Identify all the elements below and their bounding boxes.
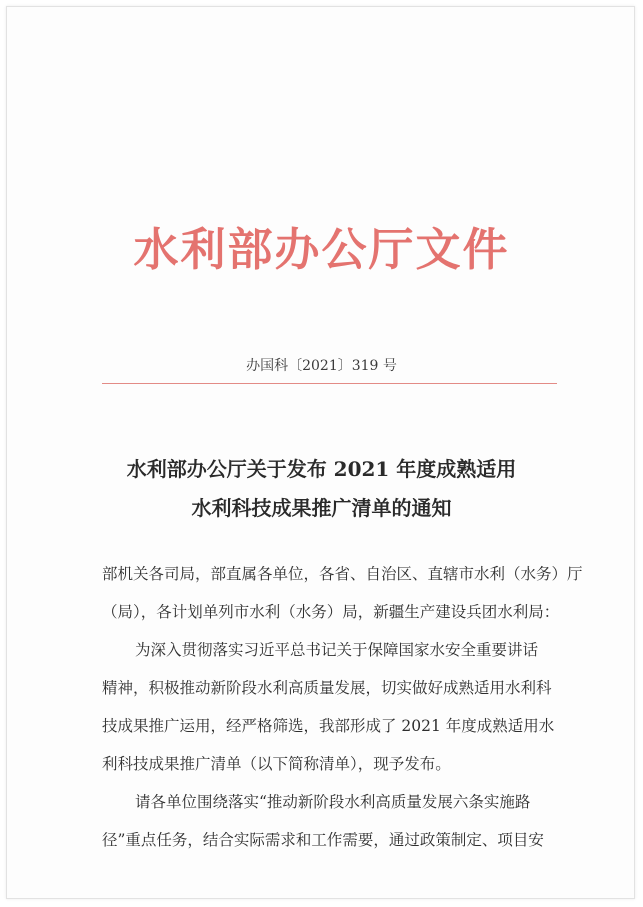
body-line-paragraph-2: 径”重点任务，结合实际需求和工作需要，通过政策制定、项目安 <box>102 831 544 849</box>
document-page <box>6 6 635 899</box>
notice-title-line-1: 水利部办公厅关于发布 2021 年度成熟适用 <box>126 457 517 481</box>
body-line-addressee-2: （局），各计划单列市水利（水务）局，新疆生产建设兵团水利局： <box>102 603 560 621</box>
body-line-paragraph-1: 技成果推广运用，经严格筛选，我部形成了 2021 年度成熟适用水 <box>102 717 555 735</box>
document-header-title: 水利部办公厅文件 <box>133 223 510 276</box>
body-line-addressee-1: 部机关各司局，部直属各单位，各省、自治区、直辖市水利（水务）厅 <box>102 565 583 583</box>
notice-title-line-2: 水利科技成果推广清单的通知 <box>191 496 452 520</box>
document-number: 办国科〔2021〕319 号 <box>246 358 397 374</box>
body-line-paragraph-1: 为深入贯彻落实习近平总书记关于保障国家水安全重要讲话 <box>135 641 539 659</box>
body-line-paragraph-1: 精神，积极推动新阶段水利高质量发展，切实做好成熟适用水利科 <box>102 679 552 697</box>
body-line-paragraph-2: 请各单位围绕落实“推动新阶段水利高质量发展六条实施路 <box>135 793 531 811</box>
body-line-paragraph-1: 利科技成果推广清单（以下简称清单），现予发布。 <box>102 755 451 773</box>
red-divider-line <box>102 383 557 384</box>
